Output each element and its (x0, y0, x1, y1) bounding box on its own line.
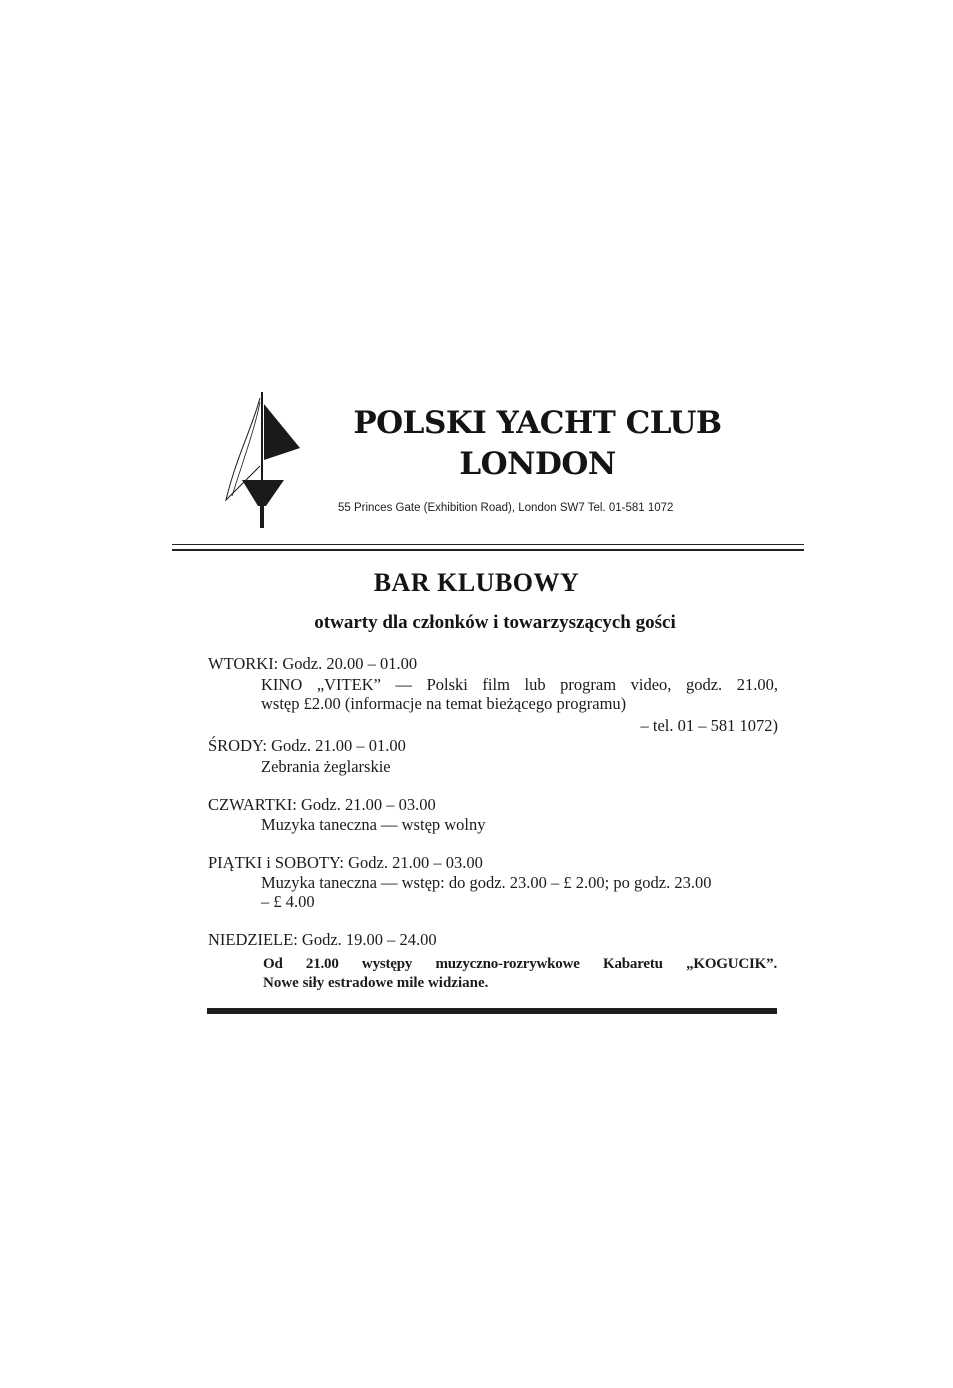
schedule-day-sunday: NIEDZIELE: Godz. 19.00 – 24.00 (208, 930, 437, 949)
sailboat-logo-icon (222, 388, 304, 530)
schedule-detail-text: KINO „VITEK” — Polski film lub program video, godz. 21.00, (261, 675, 778, 694)
schedule-detail: Muzyka taneczna — wstęp wolny (261, 815, 486, 834)
club-name-line2: LONDON (459, 446, 616, 482)
schedule-day-tuesday: WTORKI: Godz. 20.00 – 01.00 (208, 654, 418, 673)
schedule-detail: – £ 4.00 (261, 892, 315, 911)
header-divider (172, 544, 804, 545)
footer-divider (207, 1008, 777, 1014)
page-subtitle: otwarty dla członków i towarzyszących gości (314, 612, 676, 633)
club-name-line1: POLSKI YACHT CLUB (353, 405, 722, 441)
schedule-detail (261, 677, 778, 694)
header-divider-thick (172, 549, 804, 551)
schedule-day-friday-saturday: PIĄTKI i SOBOTY: Godz. 21.00 – 03.00 (208, 853, 483, 872)
schedule-day-wednesday: ŚRODY: Godz. 21.00 – 01.00 (208, 736, 406, 755)
schedule-detail: Muzyka taneczna — wstęp: do godz. 23.00 – £ 2.00; po godz. 23.00 (261, 873, 712, 892)
page-title: BAR KLUBOWY (373, 568, 580, 597)
schedule-detail: wstęp £2.00 (informacje na temat bieżącego programu) (261, 694, 627, 713)
schedule-detail-bold: Nowe siły estradowe mile widziane. (263, 975, 489, 991)
schedule-day-thursday: CZWARTKI: Godz. 21.00 – 03.00 (208, 795, 436, 814)
schedule-detail-bold: Od 21.00 występy muzyczno-rozrywkowe Kabaretu „KOGUCIK”. (263, 956, 777, 972)
club-address: 55 Princes Gate (Exhibition Road), London SW7 Tel. 01-581 1072 (338, 502, 674, 514)
schedule-detail: Zebrania żeglarskie (261, 757, 391, 776)
schedule-detail-phone: – tel. 01 – 581 1072) (640, 716, 778, 735)
